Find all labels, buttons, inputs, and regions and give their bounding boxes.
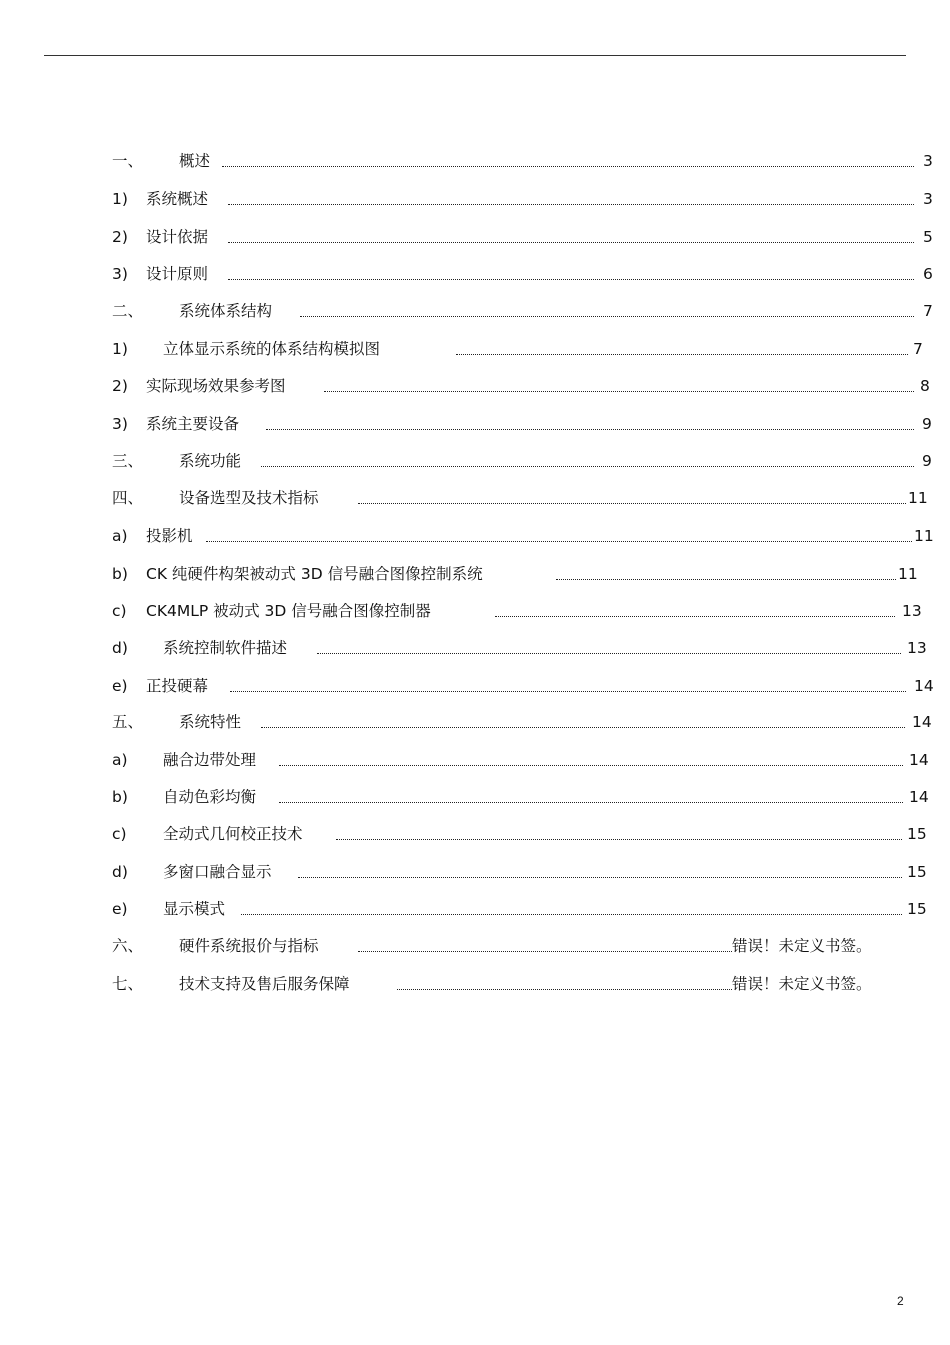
toc-entry-page: 7	[913, 340, 923, 358]
toc-entry-marker: 六、	[112, 937, 144, 955]
toc-entry-title: 显示模式	[163, 900, 226, 918]
toc-entry-page: 9	[922, 452, 932, 470]
toc-entry-title: 实际现场效果参考图	[146, 377, 286, 395]
toc-entry-title: CK 纯硬件构架被动式 3D 信号融合图像控制系统	[146, 565, 483, 583]
toc-leader	[358, 951, 732, 952]
toc-entry-page: 5	[923, 228, 933, 246]
toc-leader	[228, 204, 914, 205]
toc-entry-title: 硬件系统报价与指标	[179, 937, 319, 955]
toc-entry-title: 立体显示系统的体系结构模拟图	[163, 340, 381, 358]
toc-entry-page: 14	[909, 788, 929, 806]
toc-leader	[241, 914, 902, 915]
toc-entry-page: 9	[922, 415, 932, 433]
toc-entry[interactable]	[112, 748, 934, 772]
toc-entry-marker: 2)	[112, 228, 128, 246]
toc-entry-page: 8	[920, 377, 930, 395]
toc-leader	[261, 466, 914, 467]
toc-entry-page: 15	[907, 825, 927, 843]
toc-entry[interactable]	[112, 822, 934, 846]
toc-leader	[300, 316, 914, 317]
toc-entry[interactable]	[112, 897, 934, 921]
toc-entry[interactable]	[112, 374, 934, 398]
toc-entry-title: CK4MLP 被动式 3D 信号融合图像控制器	[146, 602, 431, 620]
toc-leader	[397, 989, 732, 990]
toc-leader	[324, 391, 914, 392]
toc-entry-marker: 五、	[112, 713, 144, 731]
toc-entry-title: 自动色彩均衡	[163, 788, 257, 806]
toc-leader	[279, 802, 903, 803]
toc-entry-marker: d)	[112, 863, 128, 881]
toc-entry-page: 14	[909, 751, 929, 769]
toc-entry-marker: 2)	[112, 377, 128, 395]
toc-entry-page: 14	[914, 677, 934, 695]
toc-leader	[495, 616, 895, 617]
toc-entry-marker: 四、	[112, 489, 144, 507]
toc-entry[interactable]	[112, 934, 934, 958]
toc-entry-title: 设计原则	[146, 265, 209, 283]
toc-entry-marker: 二、	[112, 302, 144, 320]
toc-leader	[317, 653, 901, 654]
toc-leader	[206, 541, 912, 542]
toc-entry-marker: a)	[112, 527, 128, 545]
toc-leader	[279, 765, 903, 766]
toc-entry-marker: d)	[112, 639, 128, 657]
toc-entry[interactable]	[112, 262, 934, 286]
toc-entry-page: 15	[907, 863, 927, 881]
toc-entry-marker: 3)	[112, 265, 128, 283]
toc-entry-marker: a)	[112, 751, 128, 769]
toc-entry-title: 设备选型及技术指标	[179, 489, 319, 507]
toc-entry[interactable]	[112, 524, 934, 548]
toc-entry-title: 系统特性	[179, 713, 242, 731]
toc-entry[interactable]	[112, 674, 934, 698]
toc-leader	[228, 242, 914, 243]
toc-entry-title: 系统主要设备	[146, 415, 240, 433]
toc-entry[interactable]	[112, 412, 934, 436]
toc-entry[interactable]	[112, 636, 934, 660]
toc-entry[interactable]	[112, 562, 934, 586]
toc-entry[interactable]	[112, 149, 934, 173]
toc-entry-marker: 3)	[112, 415, 128, 433]
toc-entry-title: 系统控制软件描述	[163, 639, 288, 657]
toc-entry-page: 13	[902, 602, 922, 620]
toc-entry-page: 错误！未定义书签。	[732, 937, 872, 955]
page-number: 2	[897, 1294, 904, 1308]
toc-leader	[228, 279, 914, 280]
toc-entry-page: 3	[923, 190, 933, 208]
toc-entry-page: 7	[923, 302, 933, 320]
toc-entry[interactable]	[112, 860, 934, 884]
toc-entry-title: 系统体系结构	[179, 302, 273, 320]
toc-leader	[261, 727, 905, 728]
toc-leader	[222, 166, 914, 167]
toc-entry-marker: 1)	[112, 340, 128, 358]
toc-entry[interactable]	[112, 449, 934, 473]
toc-entry-title: 投影机	[146, 527, 193, 545]
toc-entry-marker: 一、	[112, 152, 144, 170]
toc-entry[interactable]	[112, 225, 934, 249]
toc-entry-marker: 三、	[112, 452, 144, 470]
toc-entry[interactable]	[112, 599, 934, 623]
toc-entry[interactable]	[112, 299, 934, 323]
toc-entry-marker: 七、	[112, 975, 144, 993]
toc-entry-title: 概述	[179, 152, 211, 170]
toc-leader	[556, 579, 896, 580]
toc-entry-page: 14	[912, 713, 932, 731]
toc-entry-marker: c)	[112, 602, 127, 620]
toc-entry[interactable]	[112, 785, 934, 809]
toc-leader	[266, 429, 914, 430]
toc-entry-marker: e)	[112, 900, 128, 918]
toc-entry-title: 正投硬幕	[146, 677, 209, 695]
toc-entry-marker: c)	[112, 825, 127, 843]
toc-leader	[230, 691, 906, 692]
toc-entry-title: 全动式几何校正技术	[163, 825, 303, 843]
toc-entry-title: 多窗口融合显示	[163, 863, 272, 881]
toc-leader	[336, 839, 902, 840]
toc-entry-page: 错误！未定义书签。	[732, 975, 872, 993]
toc-entry-title: 设计依据	[146, 228, 209, 246]
toc-entry-page: 3	[923, 152, 933, 170]
toc-leader	[456, 354, 908, 355]
toc-entry[interactable]	[112, 710, 934, 734]
toc-entry-marker: 1)	[112, 190, 128, 208]
toc-entry-title: 系统概述	[146, 190, 209, 208]
toc-entry-page: 15	[907, 900, 927, 918]
toc-entry-title: 融合边带处理	[163, 751, 257, 769]
toc-entry-title: 系统功能	[179, 452, 242, 470]
toc-entry-page: 13	[907, 639, 927, 657]
toc-entry-page: 11	[908, 489, 928, 507]
toc-entry-page: 11	[914, 527, 934, 545]
toc-entry-page: 6	[923, 265, 933, 283]
toc-entry-page: 11	[898, 565, 918, 583]
toc-leader	[298, 877, 902, 878]
toc-entry[interactable]	[112, 187, 934, 211]
toc-entry[interactable]	[112, 486, 934, 510]
toc-entry-marker: b)	[112, 788, 128, 806]
toc-entry[interactable]	[112, 972, 934, 996]
toc-leader	[358, 503, 906, 504]
toc-entry[interactable]	[112, 337, 934, 361]
toc-entry-marker: b)	[112, 565, 128, 583]
toc-entry-marker: e)	[112, 677, 128, 695]
toc-entry-title: 技术支持及售后服务保障	[179, 975, 350, 993]
